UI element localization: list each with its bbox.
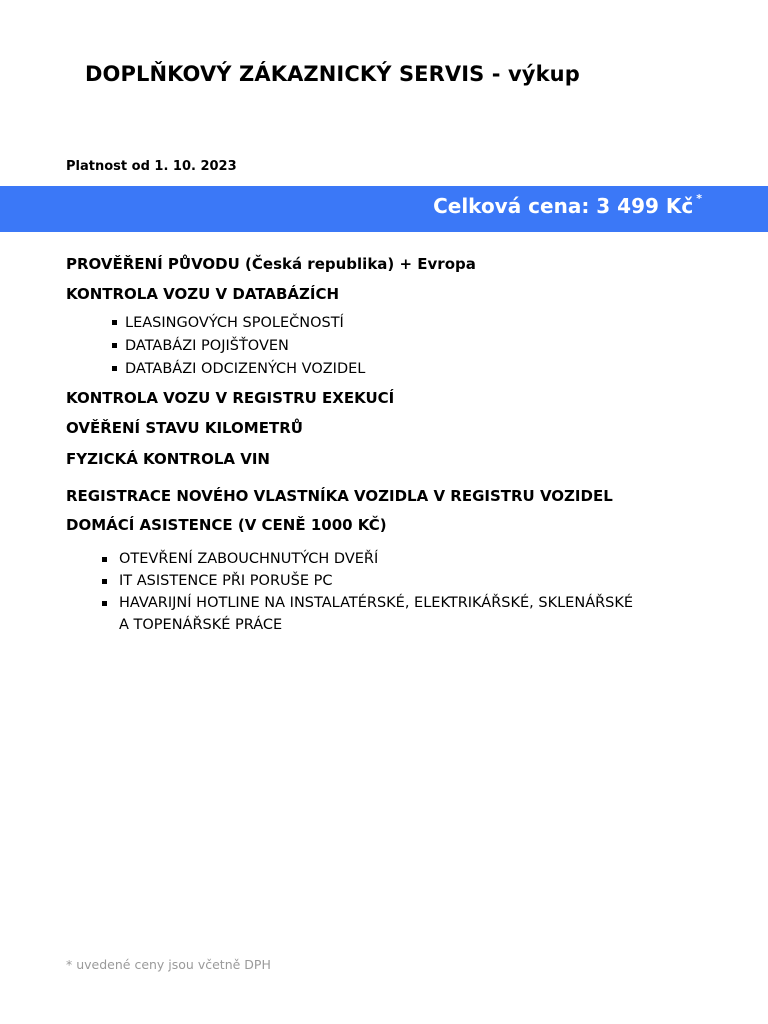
list-item-label: IT ASISTENCE PŘI PORUŠE PC bbox=[119, 573, 333, 589]
heading-mileage: OVĚŘENÍ STAVU KILOMETRŮ bbox=[66, 419, 303, 437]
square-bullet-icon bbox=[102, 601, 107, 606]
square-bullet-icon bbox=[112, 343, 117, 348]
list-item-label: HAVARIJNÍ HOTLINE NA INSTALATÉRSKÉ, ELEKTRIKÁŘSKÉ, SKLENÁŘSKÉ A TOPENÁŘSKÉ PRÁCE bbox=[119, 595, 634, 633]
heading-database-check: KONTROLA VOZU V DATABÁZÍCH bbox=[66, 285, 340, 303]
vat-footnote: * uvedené ceny jsou včetně DPH bbox=[66, 957, 271, 972]
price-banner bbox=[0, 186, 768, 232]
document-title: DOPLŇKOVÝ ZÁKAZNICKÝ SERVIS - výkup bbox=[85, 62, 580, 86]
database-list bbox=[112, 311, 365, 380]
list-item-label: LEASINGOVÝCH SPOLEČNOSTÍ bbox=[125, 314, 344, 331]
square-bullet-icon bbox=[102, 579, 107, 584]
list-item bbox=[112, 357, 365, 380]
list-item-label: DATABÁZI ODCIZENÝCH VOZIDEL bbox=[125, 360, 366, 377]
list-item bbox=[112, 311, 365, 334]
list-item bbox=[102, 570, 639, 592]
heading-vin-check: FYZICKÁ KONTROLA VIN bbox=[66, 450, 270, 468]
square-bullet-icon bbox=[112, 320, 117, 325]
heading-execution-registry: KONTROLA VOZU V REGISTRU EXEKUCÍ bbox=[66, 389, 395, 407]
list-item-label: OTEVŘENÍ ZABOUCHNUTÝCH DVEŘÍ bbox=[119, 551, 379, 567]
list-item bbox=[102, 548, 639, 570]
total-price bbox=[433, 194, 702, 218]
heading-new-owner-registration: REGISTRACE NOVÉHO VLASTNÍKA VOZIDLA V REGISTRU VOZIDEL bbox=[66, 487, 613, 505]
list-item-label: DATABÁZI POJIŠŤOVEN bbox=[125, 337, 289, 354]
square-bullet-icon bbox=[112, 366, 117, 371]
square-bullet-icon bbox=[102, 557, 107, 562]
total-price-label: Celková cena: 3 499 Kč bbox=[433, 194, 694, 218]
heading-home-assistance: DOMÁCÍ ASISTENCE (V CENĚ 1000 KČ) bbox=[66, 516, 387, 534]
assistance-list bbox=[102, 548, 639, 636]
list-item bbox=[102, 592, 639, 636]
price-footnote-marker: * bbox=[696, 192, 702, 205]
list-item bbox=[112, 334, 365, 357]
validity-date: Platnost od 1. 10. 2023 bbox=[66, 159, 237, 174]
heading-origin-check: PROVĚŘENÍ PŮVODU (Česká republika) + Evropa bbox=[66, 255, 476, 273]
